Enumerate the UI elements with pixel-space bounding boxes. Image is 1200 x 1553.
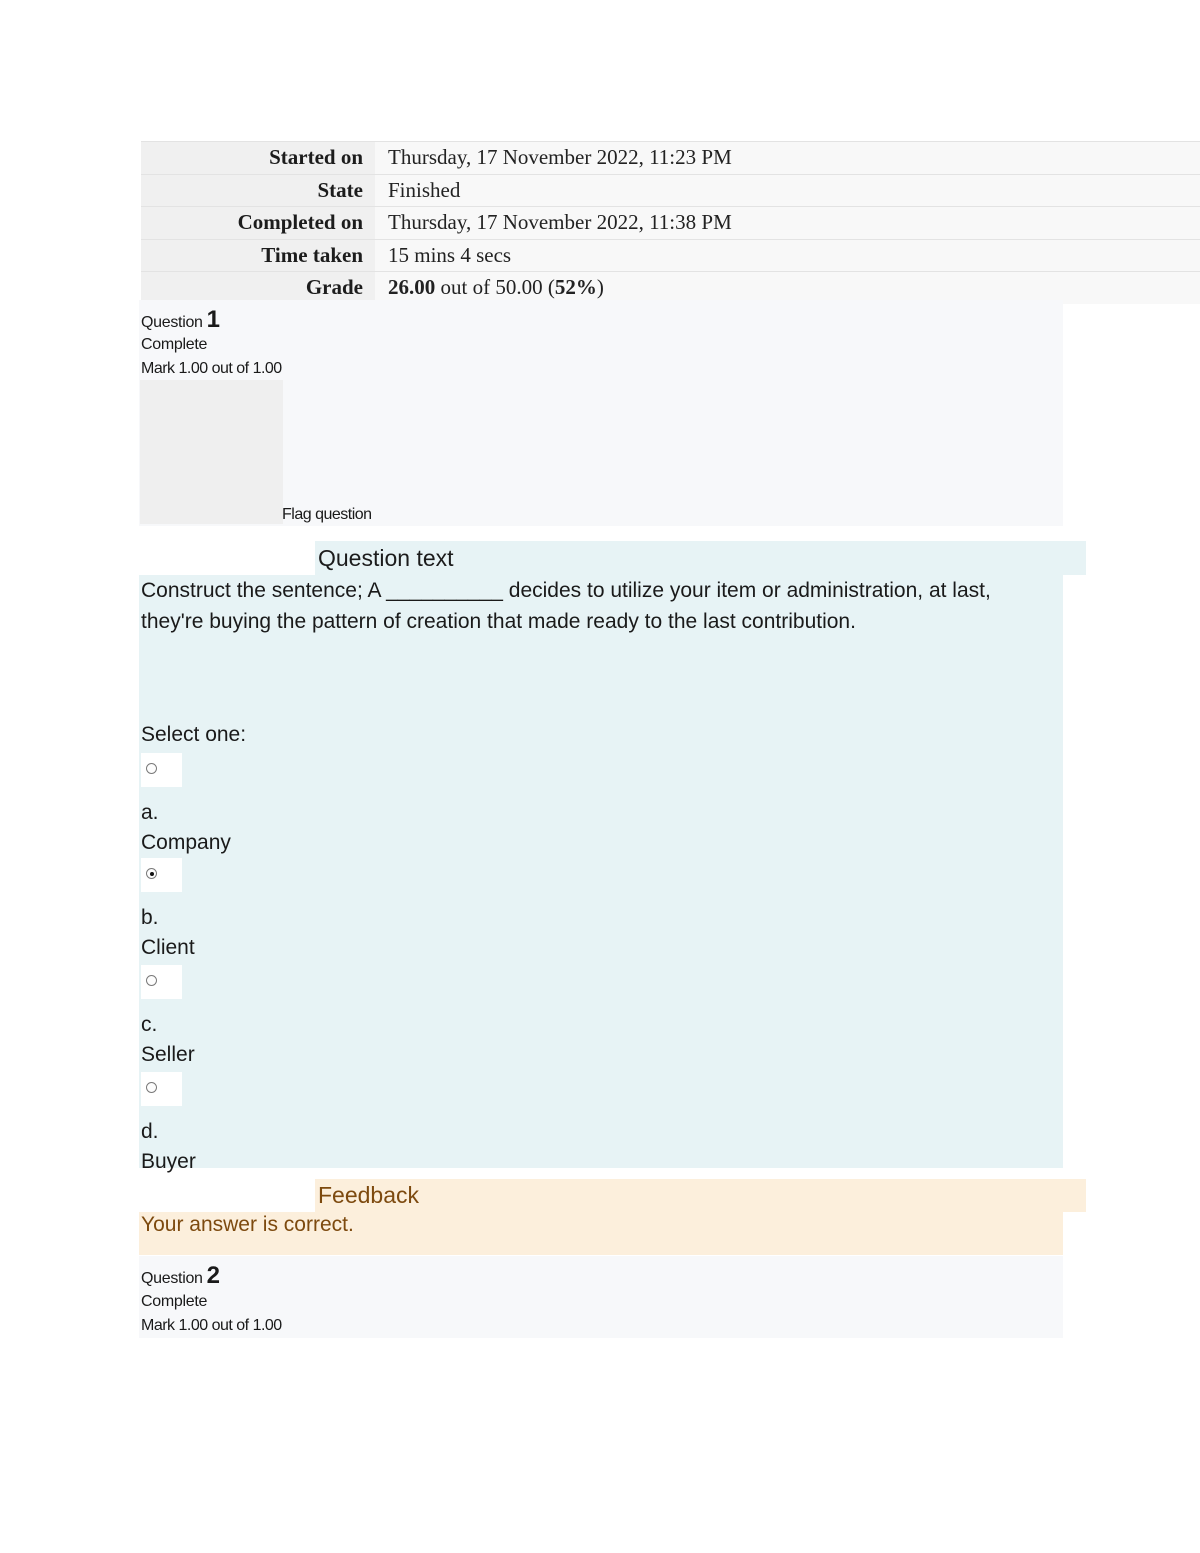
- radio-button[interactable]: [146, 1082, 157, 1093]
- question-label: Question: [141, 314, 203, 331]
- grade-percent: 52%: [554, 275, 597, 299]
- summary-value: Thursday, 17 November 2022, 11:23 PM: [375, 142, 1200, 174]
- option-label[interactable]: Client: [141, 936, 195, 959]
- radio-box[interactable]: [141, 1072, 182, 1106]
- radio-box[interactable]: [141, 858, 182, 892]
- summary-row-started: [141, 141, 1200, 174]
- flag-question-link[interactable]: Flag question: [282, 506, 372, 523]
- feedback-heading: Feedback: [315, 1179, 1086, 1212]
- summary-row-grade: [141, 271, 1200, 304]
- question-mark: Mark 1.00 out of 1.00: [141, 1317, 282, 1334]
- option-letter: b.: [141, 906, 159, 929]
- question-mark: Mark 1.00 out of 1.00: [141, 360, 282, 377]
- summary-label: State: [141, 175, 375, 207]
- question-prompt: Construct the sentence; A __________ decides to utilize your item or administration, at last, they're buying the pattern of creation that made ready to the last contribution.: [141, 579, 991, 633]
- summary-value: Thursday, 17 November 2022, 11:38 PM: [375, 207, 1200, 239]
- question-number-value: 1: [206, 306, 220, 333]
- flag-icon[interactable]: [140, 380, 283, 524]
- summary-row-state: [141, 174, 1200, 207]
- option-letter: a.: [141, 801, 159, 824]
- summary-row-completed: [141, 206, 1200, 239]
- radio-box[interactable]: [141, 753, 182, 787]
- grade-close-paren: ): [596, 275, 604, 299]
- question-state: Complete: [141, 1293, 208, 1310]
- summary-row-time-taken: [141, 239, 1200, 272]
- radio-box[interactable]: [141, 965, 182, 999]
- question-number: [141, 306, 220, 334]
- option-letter: c.: [141, 1013, 158, 1036]
- select-one-label: Select one:: [141, 723, 247, 746]
- option-label[interactable]: Company: [141, 831, 231, 854]
- summary-value: Finished: [375, 175, 1200, 207]
- feedback-text: Your answer is correct.: [141, 1213, 354, 1236]
- summary-label: Started on: [141, 142, 375, 174]
- question-formulation: [139, 575, 1063, 1173]
- question-text-heading: Question text: [315, 541, 1086, 575]
- question-number-value: 2: [206, 1262, 220, 1289]
- question-2-info: [139, 1256, 1063, 1338]
- option-letter: d.: [141, 1120, 159, 1143]
- option-label[interactable]: Buyer: [141, 1150, 196, 1173]
- attempt-summary-table: [141, 141, 1200, 304]
- summary-label: Completed on: [141, 207, 375, 239]
- feedback-panel: [139, 1212, 1063, 1255]
- question-label: Question: [141, 1270, 203, 1287]
- grade-out-of: out of 50.00 (: [435, 275, 555, 299]
- radio-button[interactable]: [146, 975, 157, 986]
- summary-label: Time taken: [141, 240, 375, 272]
- option-label[interactable]: Seller: [141, 1043, 195, 1066]
- summary-value-grade: [375, 272, 1200, 304]
- summary-value: 15 mins 4 secs: [375, 240, 1200, 272]
- summary-label: Grade: [141, 272, 375, 304]
- grade-score: 26.00: [388, 275, 436, 299]
- radio-button[interactable]: [146, 763, 157, 774]
- question-state: Complete: [141, 336, 208, 353]
- radio-button-selected[interactable]: [146, 868, 157, 879]
- question-number: [141, 1262, 220, 1290]
- question-1-info: [139, 300, 1063, 526]
